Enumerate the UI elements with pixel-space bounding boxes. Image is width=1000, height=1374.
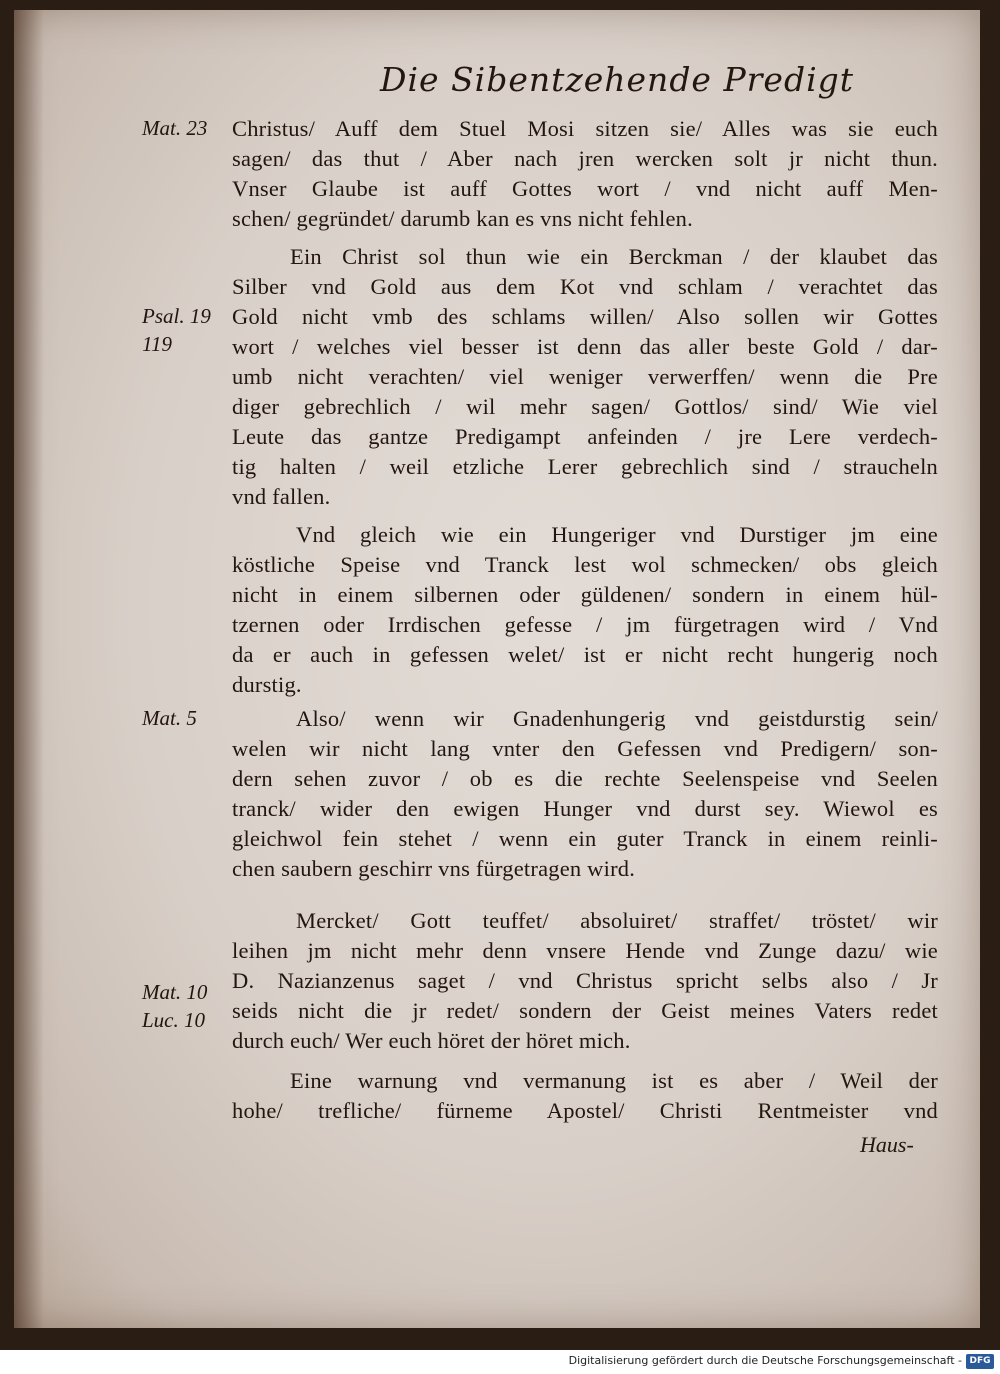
- text-line: nicht in einem silbernen oder güldenen/ sondern in einem hül-: [232, 582, 938, 607]
- text-line: tig halten / weil etzliche Lerer gebrechlich sind / straucheln: [232, 454, 938, 479]
- text-line: Christus/ Auff dem Stuel Mosi sitzen sie/ Alles was sie euch: [232, 116, 938, 141]
- text-line: tranck/ wider den ewigen Hunger vnd durst sey. Wiewol es: [232, 796, 938, 821]
- text-line: diger gebrechlich / wil mehr sagen/ Gottlos/ sind/ Wie viel: [232, 394, 938, 419]
- text-line: Gold nicht vmb des schlams willen/ Also sollen wir Gottes: [232, 304, 938, 329]
- margin-note-luc-10: Luc. 10: [142, 1008, 205, 1032]
- text-line: dern sehen zuvor / ob es die rechte Seelenspeise vnd Seelen: [232, 766, 938, 791]
- text-line: Vnser Glaube ist auff Gottes wort / vnd nicht auff Men-: [232, 176, 938, 201]
- margin-note-119: 119: [142, 332, 172, 356]
- footer-bar: [0, 1350, 1000, 1374]
- text-line: Leute das gantze Predigampt anfeinden / jre Lere verdech-: [232, 424, 938, 449]
- text-line: wort / welches viel besser ist denn das aller beste Gold / dar-: [232, 334, 938, 359]
- text-line: sagen/ das thut / Aber nach jren wercken solt jr nicht thun.: [232, 146, 938, 171]
- text-line: durch euch/ Wer euch höret der höret mich.: [232, 1028, 631, 1053]
- margin-note-psal-19: Psal. 19: [142, 304, 211, 328]
- margin-note-mat-5: Mat. 5: [142, 706, 197, 730]
- text-line: schen/ gegründet/ darumb kan es vns nicht fehlen.: [232, 206, 693, 231]
- dfg-logo-icon: DFG: [966, 1354, 994, 1369]
- text-line: Vnd gleich wie ein Hungeriger vnd Durstiger jm eine: [296, 522, 938, 547]
- text-line: welen wir nicht lang vnter den Gefessen vnd Predigern/ son-: [232, 736, 938, 761]
- text-line: Also/ wenn wir Gnadenhungerig vnd geistdurstig sein/: [296, 706, 938, 731]
- text-line: durstig.: [232, 672, 302, 697]
- page-gutter-shadow: [14, 10, 44, 1328]
- text-line: umb nicht verachten/ viel weniger verwerffen/ wenn die Pre: [232, 364, 938, 389]
- text-line: Eine warnung vnd vermanung ist es aber / Weil der: [290, 1068, 938, 1093]
- text-line: köstliche Speise vnd Tranck lest wol schmecken/ obs gleich: [232, 552, 938, 577]
- text-line: chen saubern geschirr vns fürgetragen wird.: [232, 856, 636, 881]
- funding-credit: Digitalisierung gefördert durch die Deutsche Forschungsgemeinschaft -: [568, 1354, 962, 1367]
- text-line: tzernen oder Irrdischen gefesse / jm fürgetragen wird / Vnd: [232, 612, 938, 637]
- text-line: vnd fallen.: [232, 484, 331, 509]
- margin-note-mat-10: Mat. 10: [142, 980, 208, 1004]
- catchword: Haus-: [860, 1132, 914, 1157]
- text-line: Ein Christ sol thun wie ein Berckman / der klaubet das: [290, 244, 938, 269]
- text-line: seids nicht die jr redet/ sondern der Geist meines Vaters redet: [232, 998, 938, 1023]
- text-line: da er auch in gefessen welet/ ist er nicht recht hungerig noch: [232, 642, 938, 667]
- text-line: leihen jm nicht mehr denn vnsere Hende vnd Zunge dazu/ wie: [232, 938, 938, 963]
- text-line: hohe/ trefliche/ fürneme Apostel/ Christi Rentmeister vnd: [232, 1098, 938, 1123]
- text-line: Silber vnd Gold aus dem Kot vnd schlam / verachtet das: [232, 274, 938, 299]
- text-line: gleichwol fein stehet / wenn ein guter Tranck in einem reinli-: [232, 826, 938, 851]
- running-head: Die Sibentzehende Predigt: [380, 60, 855, 99]
- text-line: D. Nazianzenus saget / vnd Christus spricht selbs also / Jr: [232, 968, 938, 993]
- text-line: Mercket/ Gott teuffet/ absoluiret/ straffet/ tröstet/ wir: [296, 908, 938, 933]
- margin-note-mat-23: Mat. 23: [142, 116, 208, 140]
